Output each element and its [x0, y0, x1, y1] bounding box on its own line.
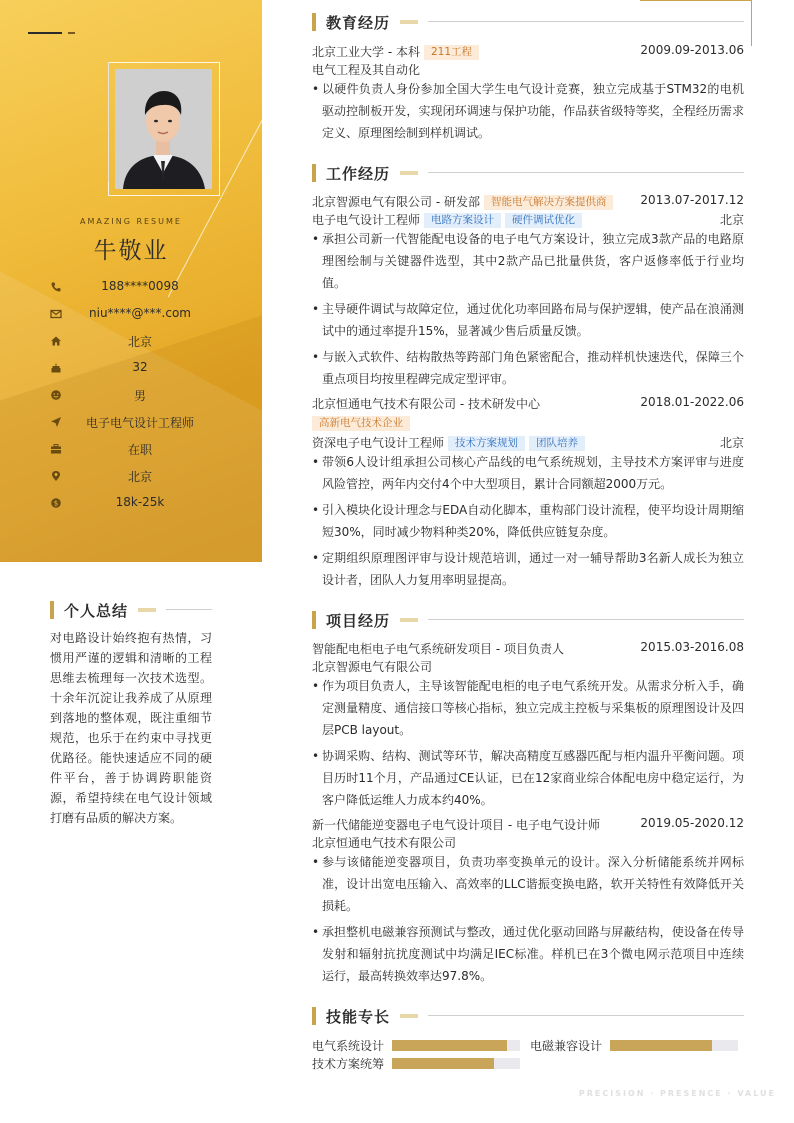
project-name: 智能配电柜电子电气系统研发项目 - 项目负责人	[312, 642, 564, 656]
section-pill	[138, 608, 156, 612]
education-school-row	[312, 42, 744, 60]
section-pill	[400, 171, 418, 175]
project-period: 2015.03-2016.08	[640, 640, 744, 654]
company-tag: 智能电气解决方案提供商	[484, 195, 614, 210]
job-company: 北京智源电气有限公司 - 研发部	[312, 195, 480, 209]
cake-icon	[50, 362, 62, 374]
resume-tagline: AMAZING RESUME	[80, 217, 182, 226]
info-row-email	[50, 303, 250, 330]
project-period: 2019.05-2020.12	[640, 816, 744, 830]
education-title: 教育经历	[326, 14, 391, 32]
info-row-age	[50, 357, 250, 384]
status-value: 在职	[127, 443, 152, 457]
role-tag: 技术方案规划	[448, 436, 525, 451]
company-tag: 高新电气技术企业	[312, 416, 410, 431]
avatar	[115, 69, 212, 189]
job-company-tag-row	[312, 415, 744, 433]
project-name: 新一代储能逆变器电子电气设计项目 - 电子电气设计师	[312, 818, 600, 832]
skill-label: 电磁兼容设计	[530, 1039, 603, 1053]
projects-title: 项目经历	[326, 612, 391, 630]
section-pill	[400, 618, 418, 622]
skill-fill	[392, 1040, 507, 1051]
section-bar	[312, 611, 316, 629]
section-bar	[50, 601, 54, 619]
section-rule	[428, 1015, 744, 1016]
send-icon	[50, 416, 62, 428]
job-bullet: • 带领6人设计组承担公司核心产品线的电气系统规划，主导技术方案评审与进度风险管控，两年内交付4个中大型项目，累计合同额超2000万元。	[312, 451, 744, 495]
hometown-value: 北京	[127, 335, 152, 349]
project-org: 北京智源电气有限公司	[312, 660, 433, 674]
candidate-name: 牛敬业	[93, 238, 169, 264]
job-bullet: • 与嵌入式软件、结构散热等跨部门角色紧密配合，推动样机快速迭代，保障三个重点项目均按里程碑完成定型评审。	[312, 346, 744, 390]
corner-decor-line	[640, 0, 752, 1]
skill-label: 技术方案统筹	[312, 1057, 385, 1071]
project-bullet: • 协调采购、结构、测试等环节，解决高精度互感器匹配与柜内温升平衡问题。项目历时11个月，产品通过CE认证，已在12家商业综合体配电房中稳定运行，为客户降低运维人力成本约40%。	[312, 745, 744, 811]
profile-panel	[0, 0, 262, 562]
home-icon	[50, 335, 62, 347]
role-tag: 团队培养	[529, 436, 585, 451]
section-rule	[166, 609, 212, 610]
skill-track	[392, 1058, 520, 1069]
age-value: 32	[132, 360, 148, 374]
project-bullet: • 参与该储能逆变器项目，负责功率变换单元的设计。深入分析储能系统并网标准，设计出宽电压输入、高效率的LLC谐振变换电路，软开关特性有效降低开关损耗。	[312, 851, 744, 917]
skill-item	[312, 1056, 522, 1070]
project-org: 北京恒通电气技术有限公司	[312, 836, 457, 850]
summary-section-header	[50, 600, 220, 620]
role-tag: 电路方案设计	[424, 213, 501, 228]
job-bullet: • 引入模块化设计理念与EDA自动化脚本，重构部门设计流程，使平均设计周期缩短30%，同时减少物料种类20%，降低供应链复杂度。	[312, 499, 744, 543]
smile-icon	[50, 389, 62, 401]
job-role-row	[312, 433, 744, 451]
project-bullet: • 作为项目负责人，主导该智能配电柜的电子电气系统开发。从需求分析入手，确定测量精度、通信接口等核心指标，独立完成主控板与采集板的原理图设计及四层PCB layout。	[312, 675, 744, 741]
work-title: 工作经历	[326, 165, 391, 183]
project-name-row	[312, 639, 744, 657]
job-role: 电子电气设计工程师	[312, 213, 421, 227]
job-role: 资深电子电气设计工程师	[312, 436, 445, 450]
job-city: 北京	[719, 213, 744, 227]
education-major: 电气工程及其自动化	[312, 63, 421, 77]
project-org-row	[312, 657, 744, 675]
info-row-phone	[50, 276, 250, 303]
info-row-target-role	[50, 411, 250, 438]
skills-title: 技能专长	[326, 1008, 391, 1026]
job-role-row	[312, 210, 744, 228]
job-bullet: • 定期组织原理图评审与设计规范培训，通过一对一辅导帮助3名新人成长为独立设计者，团队人力复用率明显提高。	[312, 547, 744, 591]
project-name-row	[312, 815, 744, 833]
job-period: 2013.07-2017.12	[640, 193, 744, 207]
skills-section-header	[312, 1006, 744, 1026]
skill-fill	[392, 1058, 494, 1069]
job-company-row	[312, 394, 744, 412]
section-rule	[428, 619, 744, 620]
summary-title: 个人总结	[64, 602, 129, 620]
education-period: 2009.09-2013.06	[640, 43, 744, 57]
contact-info-list	[50, 276, 250, 519]
section-bar	[312, 164, 316, 182]
money-icon	[50, 497, 62, 509]
section-rule	[428, 21, 744, 22]
section-bar	[312, 1007, 316, 1025]
work-section-header	[312, 163, 744, 183]
avatar-portrait	[115, 69, 212, 189]
job-bullet: • 主导硬件调试与故障定位，通过优化功率回路布局与保护逻辑，使产品在浪涌测试中的通过率提升15%，显著减少售后质量反馈。	[312, 298, 744, 342]
city-value: 北京	[127, 470, 152, 484]
role-tag: 硬件调试优化	[505, 213, 582, 228]
info-row-status	[50, 438, 250, 465]
panel-accent-line	[28, 32, 62, 34]
info-row-city	[50, 465, 250, 492]
skill-track	[610, 1040, 738, 1051]
skill-fill	[610, 1040, 712, 1051]
skill-track	[392, 1040, 520, 1051]
project-org-row	[312, 833, 744, 851]
salary-value: 18k-25k	[115, 495, 165, 509]
skill-item	[530, 1038, 740, 1052]
job-company-row	[312, 192, 744, 210]
education-section-header	[312, 12, 744, 32]
school-tag: 211工程	[424, 45, 479, 60]
info-row-home	[50, 330, 250, 357]
location-icon	[50, 470, 62, 482]
mail-icon	[50, 308, 62, 320]
summary-text: 对电路设计始终抱有热情，习惯用严谨的逻辑和清晰的工程思维去梳理每一次技术选型。十余年沉淀让我养成了从原理到落地的整体观，既注重细节规范，也乐于在约束中寻找更优路径。能快速适应不同的硬件平台，善于协调跨职能资源，希望持续在电气设计领域打磨有品质的解决方案。	[50, 631, 212, 825]
education-major-row	[312, 60, 744, 78]
target-role-value: 电子电气设计工程师	[85, 416, 194, 430]
info-row-gender	[50, 384, 250, 411]
skill-item	[312, 1038, 522, 1052]
phone-icon	[50, 281, 62, 293]
project-bullet: • 承担整机电磁兼容预测试与整改，通过优化驱动回路与屏蔽结构，使设备在传导发射和辐射抗扰度测试中均满足IEC标准。样机已在3个微电网示范项目中连续运行，最高转换效率达97.8%。	[312, 921, 744, 987]
corner-decor-vline	[751, 0, 752, 46]
section-pill	[400, 1014, 418, 1018]
email-value: niu****@***.com	[89, 306, 191, 320]
gender-value: 男	[133, 389, 146, 403]
school-name: 北京工业大学 - 本科	[312, 45, 420, 59]
education-bullet: • 以硬件负责人身份参加全国大学生电气设计竞赛，独立完成基于STM32的电机驱动控制板开发，实现闭环调速与保护功能，作品获省级特等奖，全程经历需求定义、原理图绘制到样机调试。	[312, 78, 744, 144]
job-bullet: • 承担公司新一代智能配电设备的电子电气方案设计，独立完成3款产品的电路原理图绘制与关键器件选型，其中2款产品已批量供货，客户返修率低于行业均值。	[312, 228, 744, 294]
job-period: 2018.01-2022.06	[640, 395, 744, 409]
info-row-salary	[50, 492, 250, 519]
skill-label: 电气系统设计	[312, 1039, 385, 1053]
svg-text:$: $	[53, 499, 59, 508]
panel-accent-dot	[68, 32, 75, 34]
projects-section-header	[312, 610, 744, 630]
section-rule	[428, 172, 744, 173]
phone-value: 188****0098	[101, 279, 179, 293]
footer-motto: PRECISION · PRESENCE · VALUE	[578, 1089, 776, 1098]
section-pill	[400, 20, 418, 24]
section-bar	[312, 13, 316, 31]
briefcase-icon	[50, 443, 62, 455]
job-company: 北京恒通电气技术有限公司 - 技术研发中心	[312, 397, 540, 411]
job-city: 北京	[719, 436, 744, 450]
